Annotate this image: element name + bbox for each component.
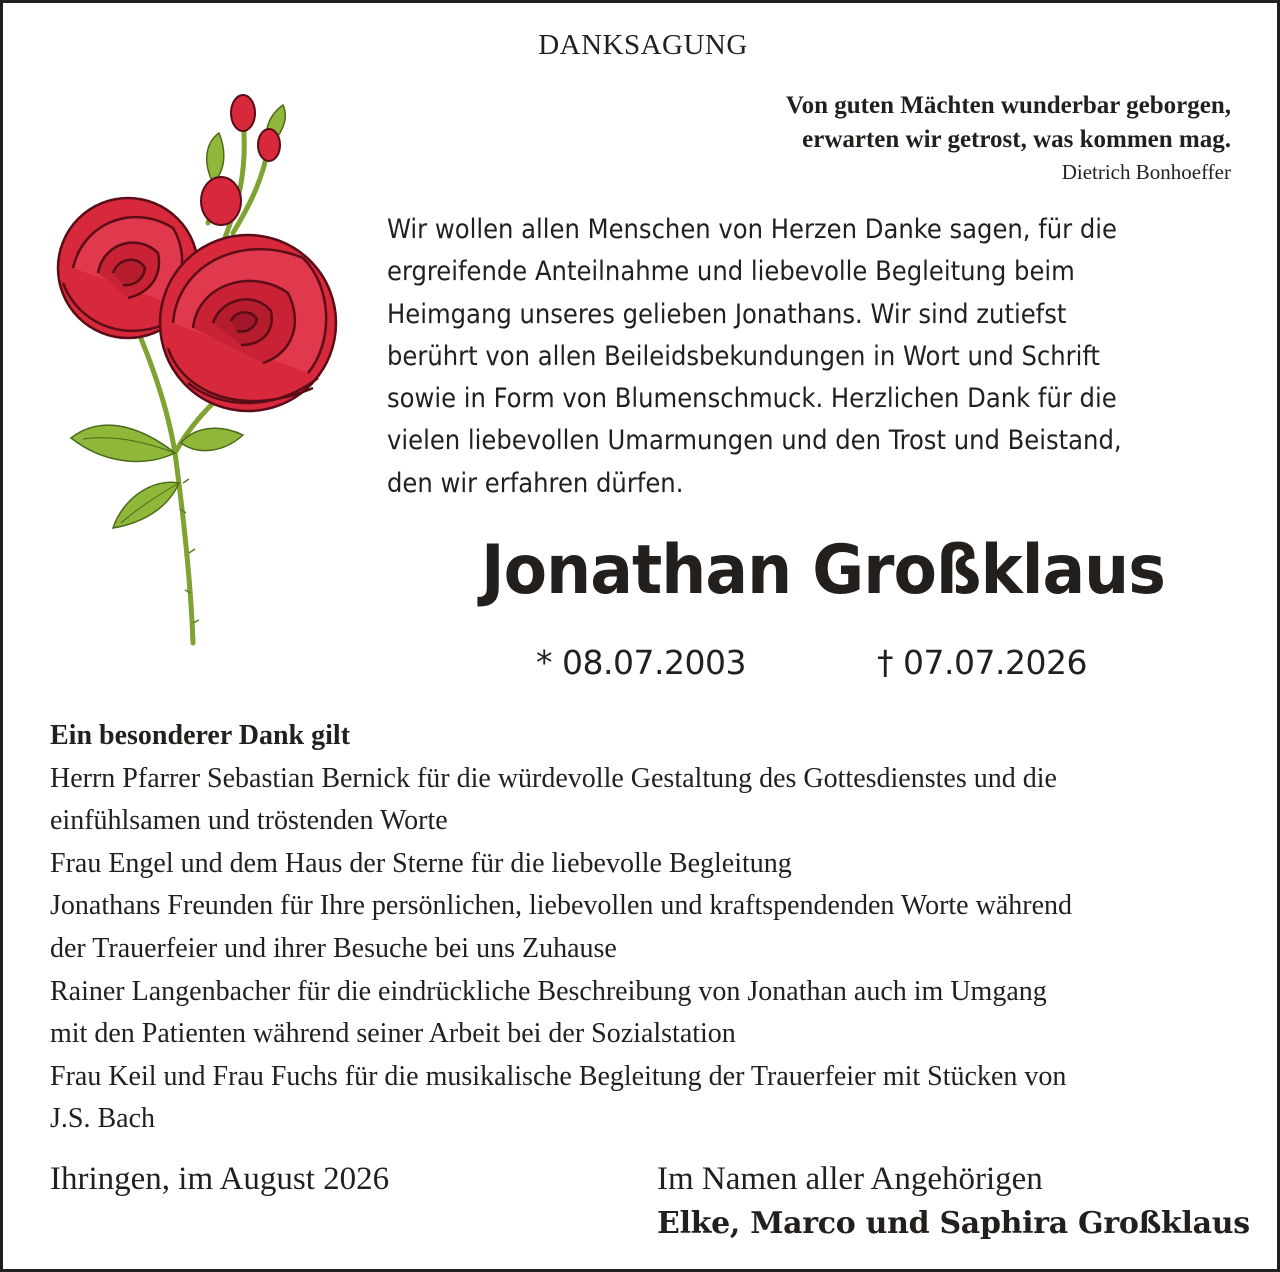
birth-date: * 08.07.2003 (536, 643, 746, 682)
intro-line: berührt von allen Beileidsbekundungen in Wort und Schrift (387, 340, 1100, 372)
thanks-line: Jonathans Freunden für Ihre persönlichen, liebevollen und kraftspendenden Worte während (50, 890, 1073, 922)
motto-line: erwarten wir getrost, was kommen mag. (802, 126, 1231, 153)
motto-line: Von guten Mächten wunderbar geborgen, (785, 92, 1231, 119)
intro-line: ergreifende Anteilnahme und liebevolle Begleitung beim (387, 256, 1075, 288)
thanks-line: mit den Patienten während seiner Arbeit bei der Sozialstation (50, 1018, 736, 1050)
intro-line: sowie in Form von Blumenschmuck. Herzlichen Dank für die (387, 383, 1117, 415)
intro-line: Heimgang unseres gelieben Jonathans. Wir sind zutiefst (387, 298, 1067, 330)
signatories: Elke, Marco und Saphira Großklaus (657, 1206, 1250, 1241)
thanks-line: Rainer Langenbacher für die eindrückliche Beschreibung von Jonathan auch im Umgang (50, 975, 1047, 1007)
intro-line: vielen liebevollen Umarmungen und den Trost und Beistand, (387, 425, 1122, 457)
thanks-line: Frau Engel und dem Haus der Sterne für die liebevolle Begleitung (50, 847, 792, 879)
thanks-line: J.S. Bach (50, 1103, 155, 1135)
deceased-name: Jonathan Großklaus (480, 531, 1165, 610)
thanks-line: Frau Keil und Frau Fuchs für die musikalische Begleitung der Trauerfeier mit Stücken von (50, 1060, 1067, 1092)
thanks-line: Herrn Pfarrer Sebastian Bernick für die würdevolle Gestaltung des Gottesdienstes und die (50, 762, 1057, 794)
red-rose-illustration (43, 83, 353, 653)
rose-bud (231, 95, 255, 131)
death-date: † 07.07.2026 (877, 643, 1087, 682)
intro-line: Wir wollen allen Menschen von Herzen Danke sagen, für die (387, 214, 1117, 245)
rose-bud (201, 177, 241, 225)
intro-text (387, 209, 1247, 505)
on-behalf-text: Im Namen aller Angehörigen (657, 1161, 1043, 1197)
motto-author: Dietrich Bonhoeffer (1061, 160, 1231, 184)
signature-block (657, 1161, 1250, 1241)
rose-leaf (71, 425, 175, 461)
notice-heading: DANKSAGUNG (538, 29, 748, 61)
intro-line: den wir erfahren dürfen. (387, 467, 684, 499)
thanks-line: einfühlsamen und tröstenden Worte (50, 805, 448, 837)
motto-quote (786, 89, 1231, 187)
rose-bud (258, 129, 280, 161)
thanks-line: der Trauerfeier und ihrer Besuche bei uns Zuhause (50, 932, 617, 964)
rose-bloom-large (160, 235, 336, 411)
special-thanks-title: Ein besonderer Dank gilt (50, 720, 351, 751)
special-thanks (50, 715, 1240, 1141)
place-and-date: Ihringen, im August 2026 (50, 1161, 390, 1197)
bud-sepal (207, 133, 224, 183)
